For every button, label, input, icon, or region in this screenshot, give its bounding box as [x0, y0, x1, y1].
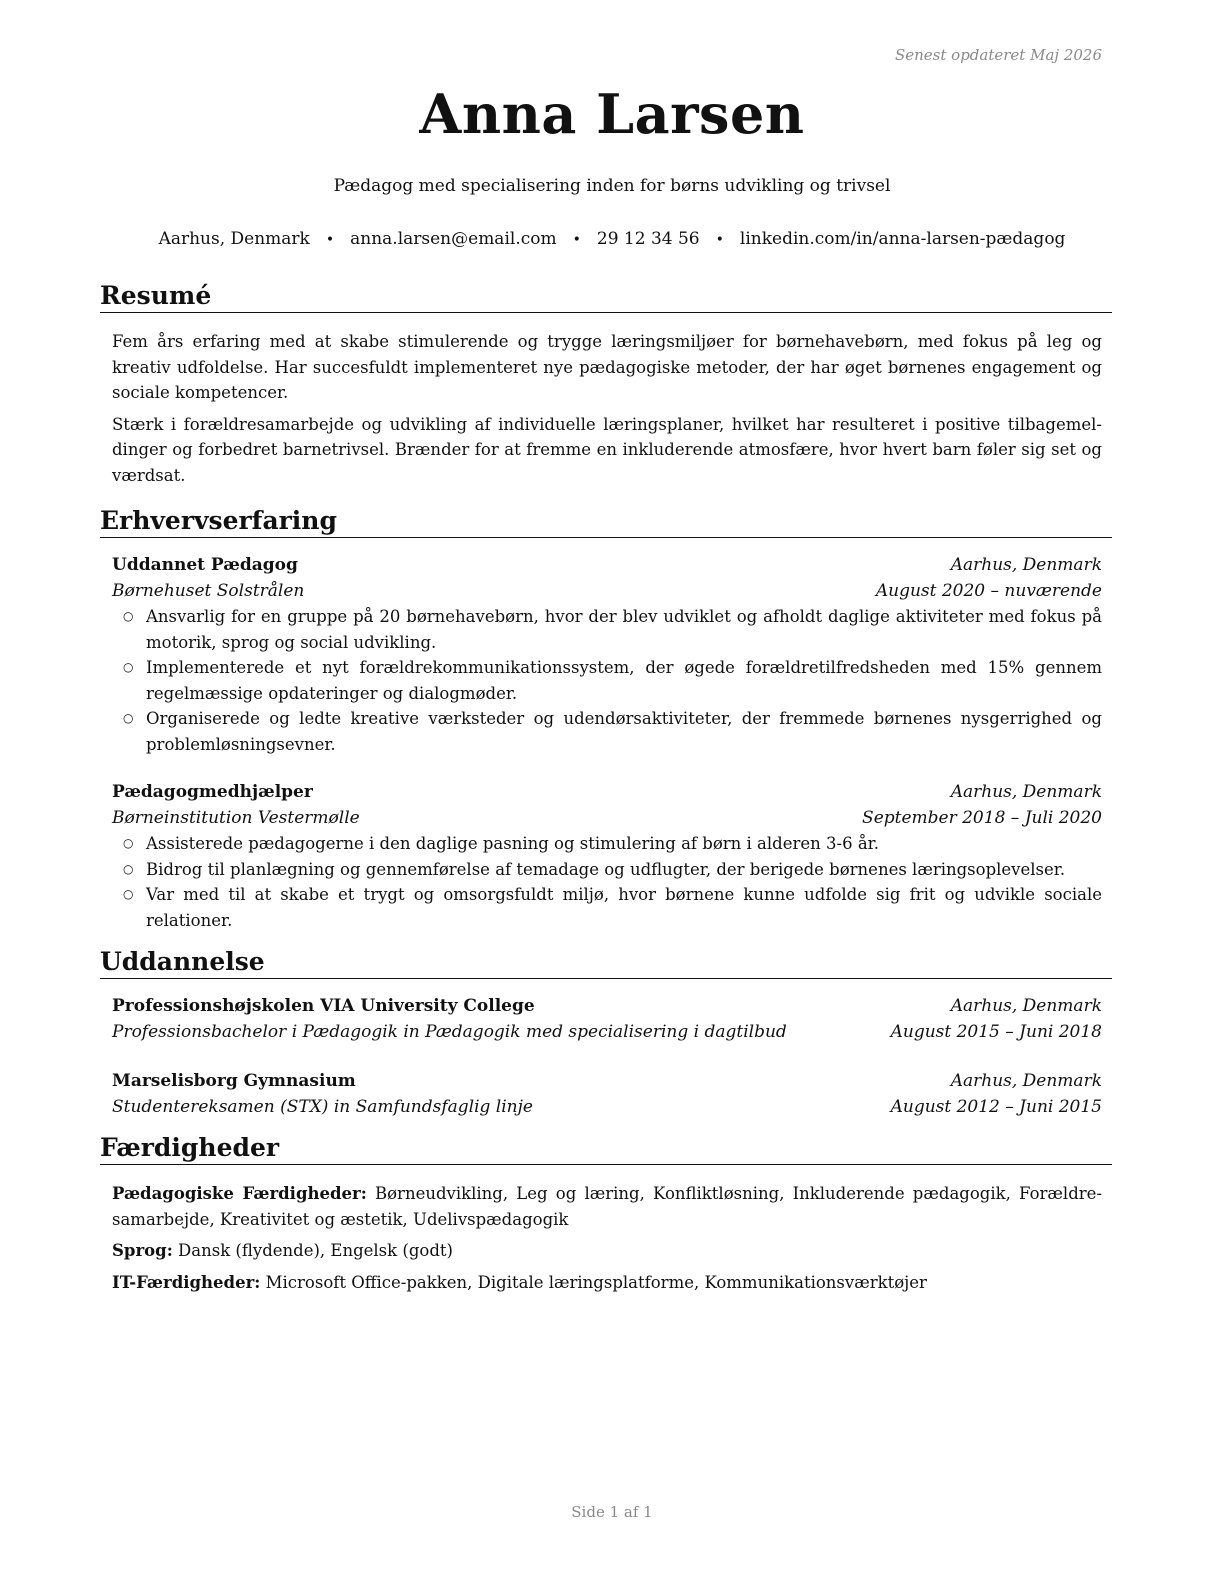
list-item: [112, 604, 1102, 655]
bullet-text: Assisterede pædagogerne i den daglige pasning og stimulering af børn i alderen 3-6 år.: [146, 834, 879, 853]
job-role: Uddannet Pædagog: [112, 555, 298, 575]
list-item: [112, 706, 1102, 757]
job-entry: [112, 780, 1102, 933]
education-entry: [112, 994, 1102, 1045]
experience-section: [100, 553, 1112, 933]
school-name: Marselisborg Gymnasium: [112, 1071, 356, 1091]
job-role: Pædagogmedhjælper: [112, 782, 313, 802]
contact-email[interactable]: anna.larsen@email.com: [350, 229, 557, 249]
skill-row: [112, 1181, 1102, 1232]
bullet-text: Organiserede og ledte kreative værksteder og udendørsaktiviteter, der fremmede børnenes nysgerrighed og problemløsningsevner.: [146, 709, 1102, 754]
separator-bullet: •: [325, 232, 335, 248]
bullet-icon: ○: [123, 660, 134, 674]
person-name: Anna Larsen: [419, 82, 805, 146]
skill-label: Pædagogiske Færdigheder:: [112, 1184, 367, 1203]
page-footer: Side 1 af 1: [571, 1503, 653, 1521]
bullet-icon: ○: [123, 711, 134, 725]
separator-bullet: •: [572, 232, 581, 248]
tagline: Pædagog med specialisering inden for børns udvikling og trivsel: [333, 176, 891, 196]
skill-value: Børneudvikling, Leg og læring, Konfliktløsning, Inkluderende pædagogik, Forældresamarbejde, Kreativitet og æstetik, Udelivspædagogik: [112, 1184, 1102, 1229]
education-subheader-row: [112, 1020, 1102, 1046]
skill-value: Dansk (flydende), Engelsk (godt): [178, 1241, 453, 1260]
contact-line: [0, 229, 1224, 249]
summary-paragraph: Fem års erfaring med at skabe stimulerende og trygge læringsmiljøer for børnehavebørn, med fokus på leg og kreativ udfoldelse. Har succesfuldt implementeret nye pædagogiske metoder, der har øget børnenes engagement og sociale kompetencer.: [112, 332, 1102, 402]
skills-section: [100, 1181, 1112, 1295]
skill-value: Microsoft Office-pakken, Digitale læringsplatforme, Kommunikationsværktøjer: [265, 1272, 927, 1292]
job-header-row: [112, 780, 1102, 806]
degree: Professionsbachelor i Pædagogik in Pædagogik med specialisering i dagtilbud: [112, 1021, 787, 1042]
contact-location: Aarhus, Denmark: [158, 229, 310, 249]
job-subheader-row: [112, 579, 1102, 605]
section-title-skills: Færdigheder: [100, 1133, 1112, 1165]
bullet-icon: ○: [123, 861, 134, 876]
bullet-text: Ansvarlig for en gruppe på 20 børnehavebørn, hvor der blev udviklet og afholdt daglige aktiviteter med fokus på motorik, sprog og social udvikling.: [146, 607, 1102, 652]
job-subheader-row: [112, 806, 1102, 832]
education-header-row: [112, 1069, 1102, 1095]
education-subheader-row: [112, 1095, 1102, 1121]
bullet-icon: ○: [123, 836, 134, 850]
job-location: Aarhus, Denmark: [950, 782, 1102, 802]
school-location: Aarhus, Denmark: [950, 1071, 1102, 1091]
section-title-summary: Resumé: [100, 281, 1112, 313]
skill-row: [112, 1238, 1102, 1264]
job-bullets: [112, 604, 1102, 757]
bullet-text: Implementerede et nyt forældrekommunikationssystem, der øgede forældretilfredsheden med 15% gennem regelmæssige opdateringer og dialogmøder.: [146, 658, 1102, 703]
skill-label: Sprog:: [112, 1241, 173, 1260]
skill-label: IT-Færdigheder:: [112, 1272, 261, 1292]
job-bullets: [112, 831, 1102, 933]
bullet-text: Bidrog til planlægning og gennemførelse af temadage og udflugter, der berigede børnenes læringsoplevelser.: [146, 859, 1066, 879]
list-item: [112, 882, 1102, 933]
education-section: [100, 994, 1112, 1120]
list-item: [112, 655, 1102, 706]
list-item: [112, 831, 1102, 857]
summary-paragraph: Stærk i forældresamarbejde og udvikling af individuelle læringsplaner, hvilket har resulteret i positive tilbagemeldinger og forbedret barnetrivsel. Brænder for at fremme en inkluderende atmosfære, hvor hvert barn føler sig set og værdsat.: [112, 414, 1102, 485]
bullet-icon: ○: [123, 609, 134, 623]
degree: Studentereksamen (STX) in Samfundsfaglig linje: [112, 1096, 533, 1117]
last-updated: Senest opdateret Maj 2026: [894, 46, 1102, 64]
summary-section: [100, 329, 1112, 488]
job-entry: [112, 553, 1102, 757]
job-header-row: [112, 553, 1102, 579]
skill-row: [112, 1270, 1102, 1296]
job-dates: September 2018 – Juli 2020: [862, 807, 1102, 828]
job-organization: Børneinstitution Vestermølle: [112, 807, 360, 828]
education-header-row: [112, 994, 1102, 1020]
section-title-experience: Erhvervserfaring: [100, 506, 1112, 538]
school-location: Aarhus, Denmark: [950, 996, 1102, 1016]
school-name: Professionshøjskolen VIA University College: [112, 996, 535, 1016]
bullet-icon: ○: [123, 887, 134, 901]
contact-phone: 29 12 34 56: [596, 229, 700, 249]
section-title-education: Uddannelse: [100, 947, 1112, 979]
job-organization: Børnehuset Solstrålen: [112, 580, 305, 601]
contact-linkedin[interactable]: linkedin.com/in/anna-larsen-pædagog: [739, 229, 1066, 249]
list-item: [112, 857, 1102, 883]
education-dates: August 2012 – Juni 2015: [890, 1096, 1102, 1117]
bullet-text: Var med til at skabe et trygt og omsorgsfuldt miljø, hvor børnene kunne udfolde sig frit og udvikle sociale relationer.: [146, 885, 1102, 930]
resume-body: [100, 281, 1112, 1295]
job-dates: August 2020 – nuværende: [875, 580, 1102, 601]
education-entry: [112, 1069, 1102, 1120]
education-dates: August 2015 – Juni 2018: [890, 1021, 1102, 1042]
job-location: Aarhus, Denmark: [950, 555, 1102, 575]
separator-bullet: •: [715, 232, 724, 248]
